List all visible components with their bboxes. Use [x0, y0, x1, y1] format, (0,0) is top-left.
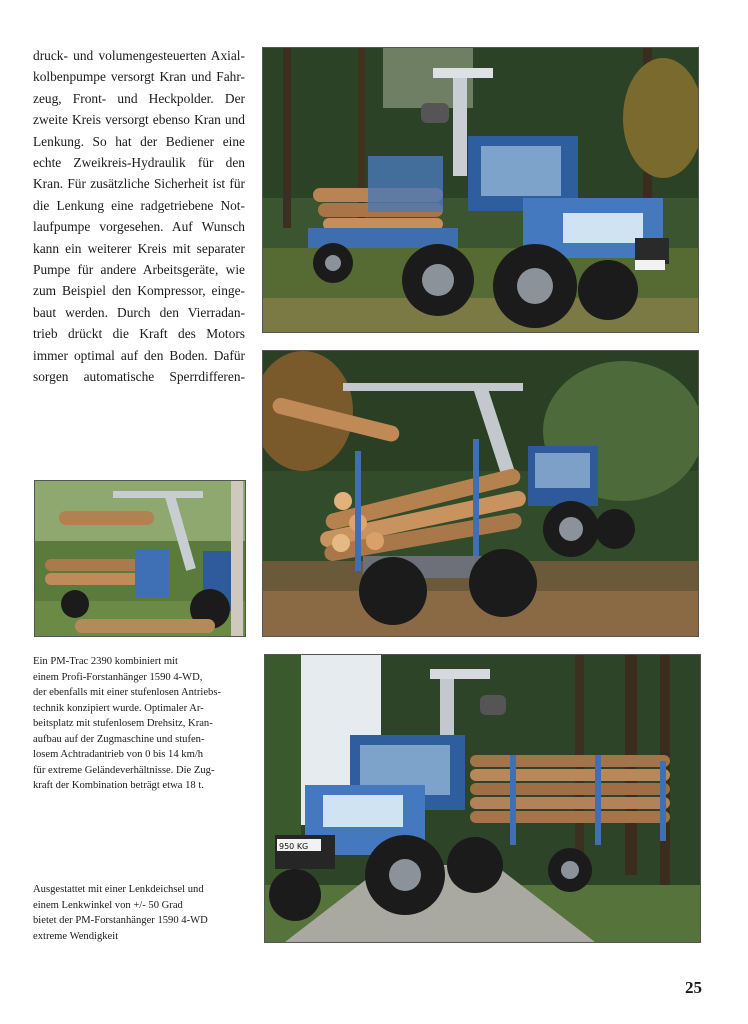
caption-line: einem Lenkwinkel von +/- 50 Grad	[33, 899, 183, 911]
photo-tractor-with-trailer	[262, 47, 699, 333]
caption-steering-angle	[33, 882, 255, 944]
caption-line: aufbau auf der Zugmaschine und stufen-	[33, 733, 205, 745]
body-text-column	[33, 45, 245, 388]
body-text-line: trieb drückt die Kraft des Motors	[33, 326, 245, 342]
caption-line: kraft der Kombination beträgt etwa 18 t.	[33, 780, 204, 791]
body-text-line: Lenkung. So hat der Bediener eine	[33, 133, 245, 149]
body-text-line: Pumpe für andere Arbeitsgeräte, wie	[33, 262, 245, 278]
license-plate: 950 KG	[279, 842, 309, 851]
body-text-line: kolbenpumpe versorgt Kran und Fahr-	[33, 69, 245, 85]
photo-tractor-forest-road	[264, 654, 701, 943]
caption-line: losem Achtradantrieb von 0 bis 14 km/h	[33, 749, 204, 760]
body-text-line: zweite Kreis versorgt ebenso Kran und	[33, 112, 245, 128]
body-text-line: kann ein weiterer Kreis mit separater	[33, 240, 245, 256]
body-text-line: immer optimal auf den Boden. Dafür	[33, 347, 245, 363]
page-number: 25	[685, 978, 702, 997]
caption-pm-trac-combination	[33, 654, 255, 794]
caption-line: Ausgestattet mit einer Lenkdeichsel und	[33, 884, 204, 895]
body-text-line: Kran. Für zusätzliche Sicherheit ist für	[33, 176, 245, 192]
caption-line: der ebenfalls mit einer stufenlosen Antriebs-	[33, 687, 221, 698]
photo-crane-loading-logs	[262, 350, 699, 637]
body-text-line: sorgen automatische Sperrdifferen-	[33, 369, 245, 385]
body-text-line: die Lenkung eine radgetriebene Not-	[33, 197, 245, 213]
caption-line: für extreme Geländeverhältnisse. Die Zug-	[33, 764, 215, 776]
caption-line: beitsplatz mit stufenlosem Drehsitz, Kran-	[33, 718, 213, 729]
caption-line: Ein PM-Trac 2390 kombiniert mit	[33, 656, 178, 667]
body-text-line: zeug, Front- und Heckpolder. Der	[33, 90, 245, 106]
body-text-line: echte Zweikreis-Hydraulik für den	[33, 155, 245, 171]
body-text-line: druck- und volumengesteuerten Axial-	[33, 48, 245, 63]
photo-small-log-grab	[34, 480, 246, 637]
caption-line: bietet der PM-Forstanhänger 1590 4-WD	[33, 915, 208, 926]
caption-line: einem Profi-Forstanhänger 1590 4-WD,	[33, 671, 203, 683]
caption-line: technik konzipiert wurde. Optimaler Ar-	[33, 702, 204, 714]
caption-line: extreme Wendigkeit	[33, 930, 119, 942]
body-text-line: zum Beispiel den Kompressor, einge-	[33, 283, 245, 299]
body-text-line: laufpumpe vorgesehen. Auf Wunsch	[33, 219, 245, 235]
body-text-line: baut werden. Durch den Vierradan-	[33, 304, 245, 320]
